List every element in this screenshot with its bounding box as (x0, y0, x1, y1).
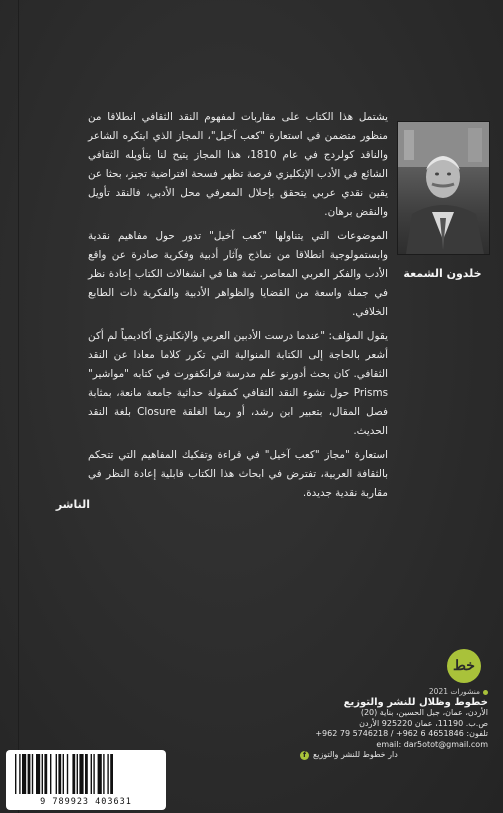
cover-edge (18, 0, 19, 813)
publisher-address-line-1: الأردن، عمان، جبل الحسين، بناية (20) (360, 708, 488, 717)
author-name: خلدون الشمعة (403, 267, 482, 280)
publisher-address-line-2: ص.ب. 11190، عمان 925220 الأردن (359, 718, 488, 728)
barcode-bar (19, 754, 20, 794)
barcode-bar (77, 754, 78, 794)
blurb-paragraph: يشتمل هذا الكتاب على مقاربات لمفهوم النقد الثقافي انطلاقا من منظور متضمن في استعارة "كعب آخيل"، المجاز الذي ابتكره الشاعر والناقد كولردج في عام 1810، هذا المجاز يتيح لنا بتأويله الثقافي الشائع في الأدب الإنكليزي فرصة تظهر فسحة افتراضية تجيز، بحثا عن يقين نقدي عربي يتحقق بإحلال المعرفي محل الأدبي، فالنقد تأويل والنقض برهان. (88, 111, 388, 218)
barcode-bar (79, 754, 83, 794)
blurb-paragraph: الموضوعات التي يتناولها "كعب آخيل" تدور حول مفاهيم نقدية وابستمولوجية انطلاقا من نماذج وآثار أدبية وفكرية صادرة عن واقع الأدب والفكر العربي المعاصر. ثمة هنا في انشغالات الكتاب إعادة نظر في جملة واسعة من القضايا والظواهر الأدبية والفكرية ذات الطابع الخلافي. (88, 230, 388, 318)
bullet-dot-icon (483, 690, 488, 695)
publisher-logo-text: خط (453, 658, 475, 674)
publication-year-line (300, 687, 488, 698)
barcode-bar (58, 754, 61, 794)
publisher-name: خطوط وظلال للنشر والتوزيع (343, 696, 488, 708)
barcode-bar (32, 754, 33, 794)
barcode-bar (67, 754, 68, 794)
barcode-bar (107, 754, 108, 794)
publisher-info (300, 687, 488, 761)
barcode-bar (85, 754, 88, 794)
isbn-number: 9 789923 403631 (40, 797, 132, 807)
barcode-bar (91, 754, 92, 794)
barcode-bar (103, 754, 104, 794)
blurb-text (88, 108, 388, 508)
barcode-bar (44, 754, 47, 794)
isbn-barcode (6, 750, 166, 810)
publisher-email: email: dar5otot@gmail.com (376, 739, 488, 749)
publisher-signature: الناشر (55, 498, 90, 511)
barcode-bar (63, 754, 64, 794)
author-portrait-icon (398, 122, 489, 254)
barcode-bar (72, 754, 75, 794)
author-photo (397, 121, 490, 255)
barcode-bar (50, 754, 51, 794)
barcode-bar (42, 754, 43, 794)
barcode-bar (36, 754, 40, 794)
barcode-bar (110, 754, 113, 794)
blurb-paragraph: يقول المؤلف: "عندما درست الأدبين العربي والإنكليزي أكاديمياً لم أكن أشعر بالحاجة إلى الكتابة المنوالية التي تكرر كلاما معادا عن النقد الثقافي. كان بحث أدورنو علم مدرسة فرانكفورت في كتابه "مواشير" Prisms حول نشوء النقد الثقافي كمقولة حداثية جامعة مانعة، بمثابة فصل المقال، بتعبير ابن رشد، أو ربما الغلقة Closure بلغة النقد الحديث. (88, 330, 388, 437)
blurb-paragraph: استعارة "مجاز "كعب آخيل" في قراءة وتفكيك المفاهيم التي تتحكم بالثقافة العربية، تفترض في ابحاث هذا الكتاب قابلية إعادة النظر في مقاربة نقدية جديدة. (88, 449, 388, 499)
barcode-bar (28, 754, 31, 794)
publisher-facebook (300, 750, 488, 761)
barcode-bar (22, 754, 26, 794)
facebook-icon: f (300, 751, 309, 760)
barcode-bars-icon (11, 754, 161, 794)
publication-year: منشورات 2021 (428, 687, 480, 696)
facebook-page-name: دار خطوط للنشر والتوزيع (313, 750, 398, 759)
publisher-logo (447, 649, 481, 683)
barcode-bar (56, 754, 57, 794)
barcode-bar (15, 754, 16, 794)
barcode-bar (93, 754, 94, 794)
publisher-phone: تلفون: 4651846 6 962+ / 5746218 79 962+ (315, 729, 488, 738)
barcode-bar (98, 754, 102, 794)
